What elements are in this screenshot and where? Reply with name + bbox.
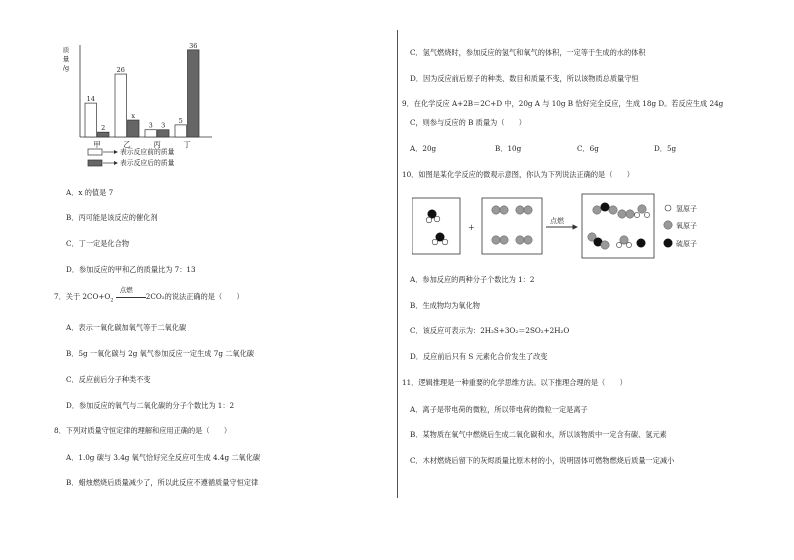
y-axis-label: 质 <box>62 46 70 54</box>
reaction-arrow <box>116 285 146 302</box>
q9-stem-continued: C，则参与反应的 B 质量为（ ） <box>410 118 526 127</box>
q8-option-d: D．因为反应前后原子的种类、数目和质量不变，所以该物质总质量守恒 <box>410 74 639 83</box>
q7-option-c: C．反应前后分子种类不变 <box>66 375 151 384</box>
q11-option-c: C．木材燃烧后留下的灰烬质量比原木材的小，说明固体可燃物燃烧后质量一定减小 <box>410 456 675 465</box>
reaction-micro-diagram <box>412 190 722 265</box>
q11-option-b: B．某物质在氧气中燃烧后生成二氧化碳和水，所以该物质中一定含有碳、氢元素 <box>410 430 667 439</box>
data-label: 36 <box>189 41 198 50</box>
bar-before <box>145 130 157 137</box>
q10-stem: 10．如图是某化学反应的微观示意图，你认为下列说法正确的是（ ） <box>402 170 634 179</box>
q6-option-d: D．参加反应的甲和乙的质量比为 7：13 <box>66 265 196 274</box>
q10-option-b: B．生成物均为氧化物 <box>410 301 480 310</box>
bar-after <box>188 50 200 137</box>
q7-stem-suffix: 2CO₂的说法正确的是（ ） <box>145 292 244 301</box>
legend-arrowhead <box>114 161 118 165</box>
y-axis-label: /g <box>62 64 70 72</box>
plus-sign: + <box>468 223 475 232</box>
legend-oxygen-label: 氧原子 <box>676 222 697 230</box>
q11-stem: 11．逻辑推理是一种重要的化学思维方法。以下推理合理的是（ ） <box>402 378 627 387</box>
bar-before <box>85 103 97 137</box>
legend-hydrogen <box>665 204 697 213</box>
q7-option-a: A．表示一氧化碳加氧气等于二氧化碳 <box>66 323 187 332</box>
legend-hydrogen-label: 氢原子 <box>676 205 697 213</box>
q9-option-d: D．5g <box>654 144 677 153</box>
mass-bar-chart <box>60 40 270 180</box>
q7-stem <box>54 285 244 305</box>
q9-option-a: A．20g <box>410 144 437 153</box>
reactant-box-1 <box>412 198 460 254</box>
data-label: 26 <box>116 66 125 75</box>
q7-option-b: B．5g 一氧化碳与 2g 氧气参加反应一定生成 7g 二氧化碳 <box>66 349 254 358</box>
x-tick-label: 丁 <box>183 140 191 149</box>
q10-option-d: D．反应前后只有 S 元素化合价发生了改变 <box>410 352 548 361</box>
data-label: x <box>131 112 136 121</box>
q9-stem: 9．在化学反应 A+2B＝2C+D 中，20g A 与 10g B 恰好完全反应，生成 18g D。若反应生成 24g <box>402 99 724 108</box>
legend-swatch <box>88 160 102 166</box>
reactant-box-2 <box>482 198 542 254</box>
bar-after <box>98 132 110 137</box>
reaction-arrow-line <box>116 297 146 298</box>
data-label: 5 <box>178 116 183 125</box>
column-divider <box>397 30 398 498</box>
q10-option-a: A．参加反应的两种分子个数比为 1：2 <box>410 275 535 284</box>
legend-arrowhead <box>114 150 118 154</box>
reaction-arrow-label: 点燃 <box>550 217 564 225</box>
data-label: 14 <box>86 95 95 104</box>
q7-stem-prefix: 7．关于 2CO+O <box>54 292 111 301</box>
reaction-arrow-label: 点燃 <box>119 285 133 294</box>
y-axis-label: 量 <box>62 55 70 63</box>
q6-option-b: B．丙可能是该反应的催化剂 <box>66 213 158 222</box>
q6-option-a: A．x 的值是 7 <box>66 188 114 197</box>
legend-sulfur <box>664 239 698 249</box>
legend-swatch <box>88 149 102 155</box>
q11-option-a: A．离子是带电荷的微粒，所以带电荷的微粒一定是离子 <box>410 405 588 414</box>
q7-subscript: 2 <box>110 297 114 304</box>
q8-option-c: C．氢气燃烧时，参加反应的氢气和氧气的体积，一定等于生成的水的体积 <box>410 48 646 57</box>
q9-option-c: C．6g <box>577 144 599 153</box>
data-label: 2 <box>101 124 106 133</box>
q8-option-b: B．蜡烛燃烧后质量减少了，所以此反应不遵循质量守恒定律 <box>66 478 259 487</box>
q9-option-b: B．10g <box>495 144 522 153</box>
x-tick-label: 乙 <box>123 140 131 149</box>
bar-before <box>115 74 127 137</box>
x-tick-label: 甲 <box>93 140 101 149</box>
q8-stem: 8．下列对质量守恒定律的理解和应用正确的是（ ） <box>54 426 232 435</box>
data-label: 3 <box>161 121 166 130</box>
x-tick-label: 丙 <box>153 140 161 149</box>
product-box <box>582 194 654 258</box>
data-label: 3 <box>148 121 153 130</box>
bar-before <box>175 125 187 137</box>
q7-option-d: D．参加反应的氧气与二氧化碳的分子个数比为 1：2 <box>66 401 235 410</box>
legend-sulfur-label: 硫原子 <box>676 240 697 248</box>
q6-option-c: C．丁一定是化合物 <box>66 239 130 248</box>
legend-oxygen <box>664 221 697 230</box>
bar-after <box>158 130 170 137</box>
legend-label: 表示反应后的质量 <box>120 159 175 167</box>
legend-label: 表示反应前的质量 <box>120 148 175 156</box>
bar-after <box>128 120 140 137</box>
q10-option-c: C．该反应可表示为：2H₂S+3O₂＝2SO₂+2H₂O <box>410 326 570 335</box>
q8-option-a: A．1.0g 碳与 3.4g 氧气恰好完全反应可生成 4.4g 二氧化碳 <box>66 453 261 462</box>
